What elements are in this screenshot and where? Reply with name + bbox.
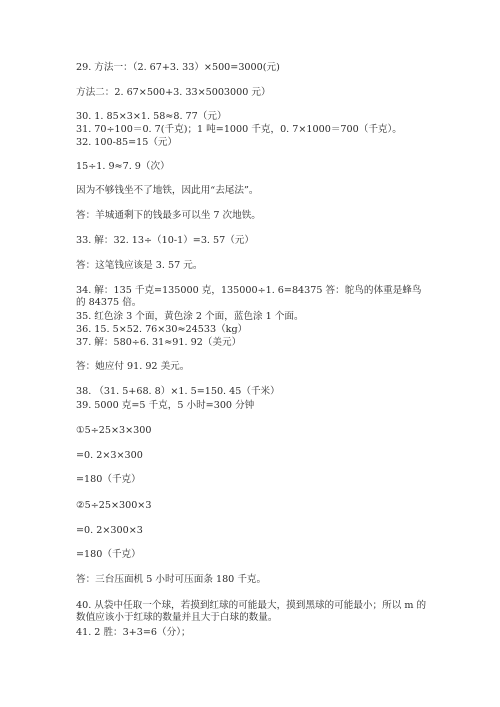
answer-39-method-1-step: =0. 2×3×300 bbox=[76, 450, 143, 461]
answer-39-method-1: ①5÷25×3×300 bbox=[76, 425, 152, 436]
answer-30: 30. 1. 85×3×1. 58≈8. 77（元） bbox=[76, 111, 227, 122]
answer-39-method-1-result: =180（千克） bbox=[76, 474, 141, 485]
answer-35: 35. 红色涂 3 个面，黄色涂 2 个面，蓝色涂 1 个面。 bbox=[76, 311, 304, 322]
answer-29-method-1: 29. 方法一：（2. 67+3. 33）×500=3000(元) bbox=[76, 62, 280, 73]
answer-32-step: 15÷1. 9≈7. 9（次） bbox=[76, 161, 170, 172]
answer-32: 32. 100-85=15（元） bbox=[76, 137, 178, 148]
answer-32-reason: 因为不够钱坐不了地铁，因此用“去尾法”。 bbox=[76, 185, 259, 196]
answer-34: 34. 解：135 千克=135000 克，135000÷1. 6=84375 答：鸵鸟的体重是蜂鸟的 84375 倍。 bbox=[76, 285, 422, 308]
answer-39-conclusion: 答：三台压面机 5 小时可压面条 180 千克。 bbox=[76, 574, 267, 585]
answer-37: 37. 解：580÷6. 31≈91. 92（美元） bbox=[76, 337, 242, 348]
answer-33: 33. 解：32. 13÷（10-1）=3. 57（元） bbox=[76, 235, 255, 246]
answer-39-method-2-step: =0. 2×300×3 bbox=[76, 525, 143, 536]
answer-38: 38. （31. 5+68. 8）×1. 5=150. 45（千米） bbox=[76, 386, 280, 397]
answer-41: 41. 2 胜：3+3=6（分）； bbox=[76, 627, 191, 638]
answer-39: 39. 5000 克=5 千克，5 小时=300 分钟 bbox=[76, 400, 255, 411]
answer-40: 40. 从袋中任取一个球，若摸到红球的可能最大，摸到黑球的可能最小；所以 m 的数值应该小于红球的数量并且大于白球的数量。 bbox=[76, 600, 427, 623]
answer-32-conclusion: 答：羊城通剩下的钱最多可以坐 7 次地铁。 bbox=[76, 210, 261, 221]
answer-29-method-2: 方法二：2. 67×500+3. 33×5003000 元） bbox=[76, 87, 271, 98]
answer-39-method-2: ②5÷25×300×3 bbox=[76, 500, 152, 511]
answer-39-method-2-result: =180（千克） bbox=[76, 549, 141, 560]
answer-37-conclusion: 答：她应付 91. 92 美元。 bbox=[76, 361, 190, 372]
answer-36: 36. 15. 5×52. 76×30≈24533（kg） bbox=[76, 324, 248, 335]
answer-33-conclusion: 答：这笔钱应该是 3. 57 元。 bbox=[76, 260, 203, 271]
answer-31: 31. 70÷100＝0. 7(千克)；1 吨=1000 千克，0. 7×1000＝700（千克）。 bbox=[76, 124, 402, 135]
